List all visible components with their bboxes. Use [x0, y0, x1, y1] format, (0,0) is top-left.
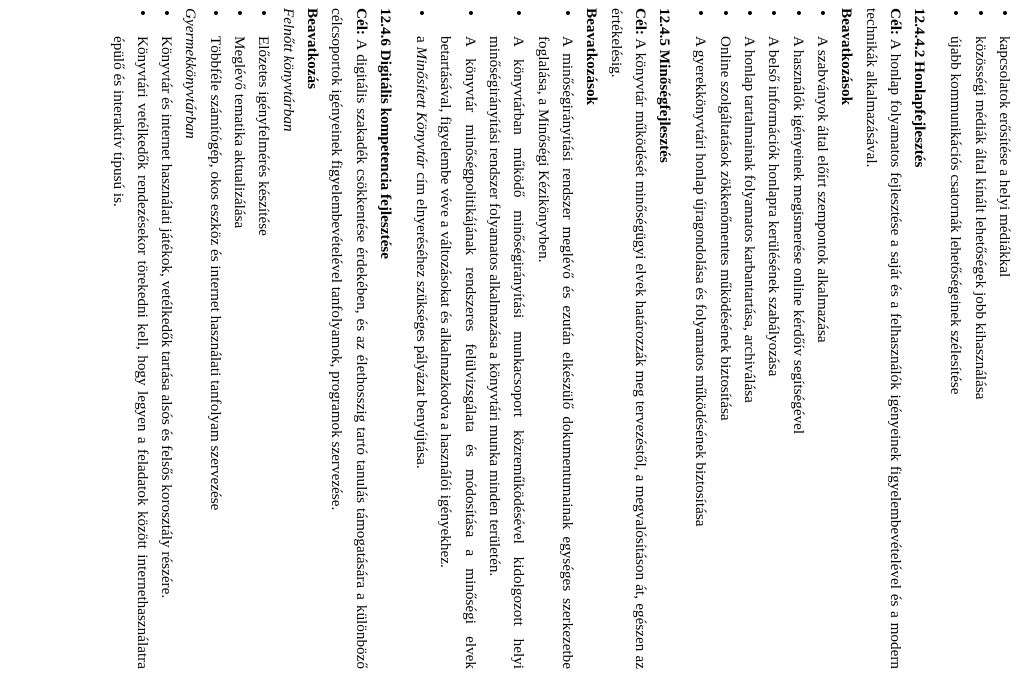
list-item: • A belső információk honlapra kerülésének szabályozása	[761, 8, 785, 669]
section-heading: 12.4.5 Minőségfejlesztés	[656, 8, 674, 163]
list-item: • A szabványok által előírt szempontok alkalmazása	[810, 8, 834, 669]
goal-label: Cél:	[631, 8, 649, 35]
list-item: • A gyerekkönyvtári honlap újragondolása és folyamatos működésének biztosítása	[688, 8, 712, 669]
list-item	[409, 8, 433, 669]
bullet-italic-title: Minősített Könyvtár	[413, 46, 431, 169]
goal-text: A digitális szakadék csökkentése érdekében, és az élethosszig tartó tanulás támogatására a különböző célcsoportok igényeinek figyelembevételével tanfolyamok, programok szervezése.	[328, 8, 370, 669]
list-item: • Könyvtár és internet használati játékok, vetélkedők tartása alsós és felsős korosztály részére.	[154, 8, 178, 669]
list-item: • A minőségirányítási rendszer meglévő és ezután elkészülő dokumentumainak egységes szerkezetbe foglalása, a Minőségi Kézikönyvben.	[530, 8, 579, 669]
list-item: • Előzetes igényfelmérés készítése	[251, 8, 275, 669]
section-honlapfejlesztes	[688, 8, 931, 669]
adult-library-label: Felnőtt könyvtárban	[279, 8, 297, 132]
list-item: • A könyvtárban működő minőségirányítási munkacsoport közreműködésével kidolgozott helyi minőségirányítási rendszer folyamatos alkalmazása a könyvtári munka minden területén.	[482, 8, 531, 669]
list-item: • kapcsolatok erősítése a helyi médiákkal	[992, 8, 1016, 669]
list-item: • Könyvtári vetélkedők rendezésekor törekedni kell, hogy legyen a feladatok között internethasználatra épülő és interaktív típusú is.	[105, 8, 154, 669]
actions-label: Beavatkozások	[583, 8, 601, 106]
section-minosegfejlesztes	[409, 8, 676, 669]
goal-paragraph	[603, 8, 652, 669]
bullet-prefix: a	[413, 36, 431, 47]
list-item: • Meglévő tematika aktualizálása	[227, 8, 251, 669]
goal-paragraph	[858, 8, 907, 669]
section-heading: 12.4.4.2 Honlapfejlesztés	[911, 8, 929, 168]
section-digitalis-kompetencia	[105, 8, 397, 669]
list-item: • Online szolgáltatások zökkenőmentes működésének biztosítása	[712, 8, 736, 669]
top-bullet-list	[943, 8, 1016, 669]
section-heading: 12.4.6 Digitális kompetencia fejlesztése	[376, 8, 394, 259]
goal-text: A könyvtár működését minőségügyi elvek határozzák meg tervezéstől, a megvalósításon át, egészen az értékelésig.	[607, 8, 649, 669]
list-item: • A használók igényeinek megismerése online kérdőív segítségével	[785, 8, 809, 669]
list-item: • A könyvtár minőségpolitikájának rendszeres felülvizsgálata és módosítása a minőségi elvek betartásával, figyelembe véve a változásokat és alkalmazkodva a használói igényekhez.	[433, 8, 482, 669]
goal-paragraph	[324, 8, 373, 669]
actions-label: Beavatkozások	[838, 8, 856, 106]
goal-text: A honlap folyamatos fejlesztése a saját és a felhasználók igényeinek figyelembevételével és a modern technikák alkalmazásával.	[862, 8, 904, 669]
list-item: • közösségi médiák által kínált lehetőségek jobb kihasználása	[967, 8, 991, 669]
actions-label: Beavatkozás	[303, 8, 321, 89]
children-library-label: Gyermekkönyvtárban	[182, 8, 200, 139]
goal-label: Cél:	[886, 8, 904, 35]
list-item: • újabb kommunikációs csatornák lehetőségeinek szélesítése	[943, 8, 967, 669]
list-item: • Többféle számítógép, okos eszköz és internet használati tanfolyam szervezése	[203, 8, 227, 669]
bullet-suffix: cím elnyeréséhez szükséges pályázat benyújtása.	[413, 168, 431, 469]
list-item: • A honlap tartalmainak folyamatos karbantartása, archiválása	[737, 8, 761, 669]
goal-label: Cél:	[352, 8, 370, 35]
